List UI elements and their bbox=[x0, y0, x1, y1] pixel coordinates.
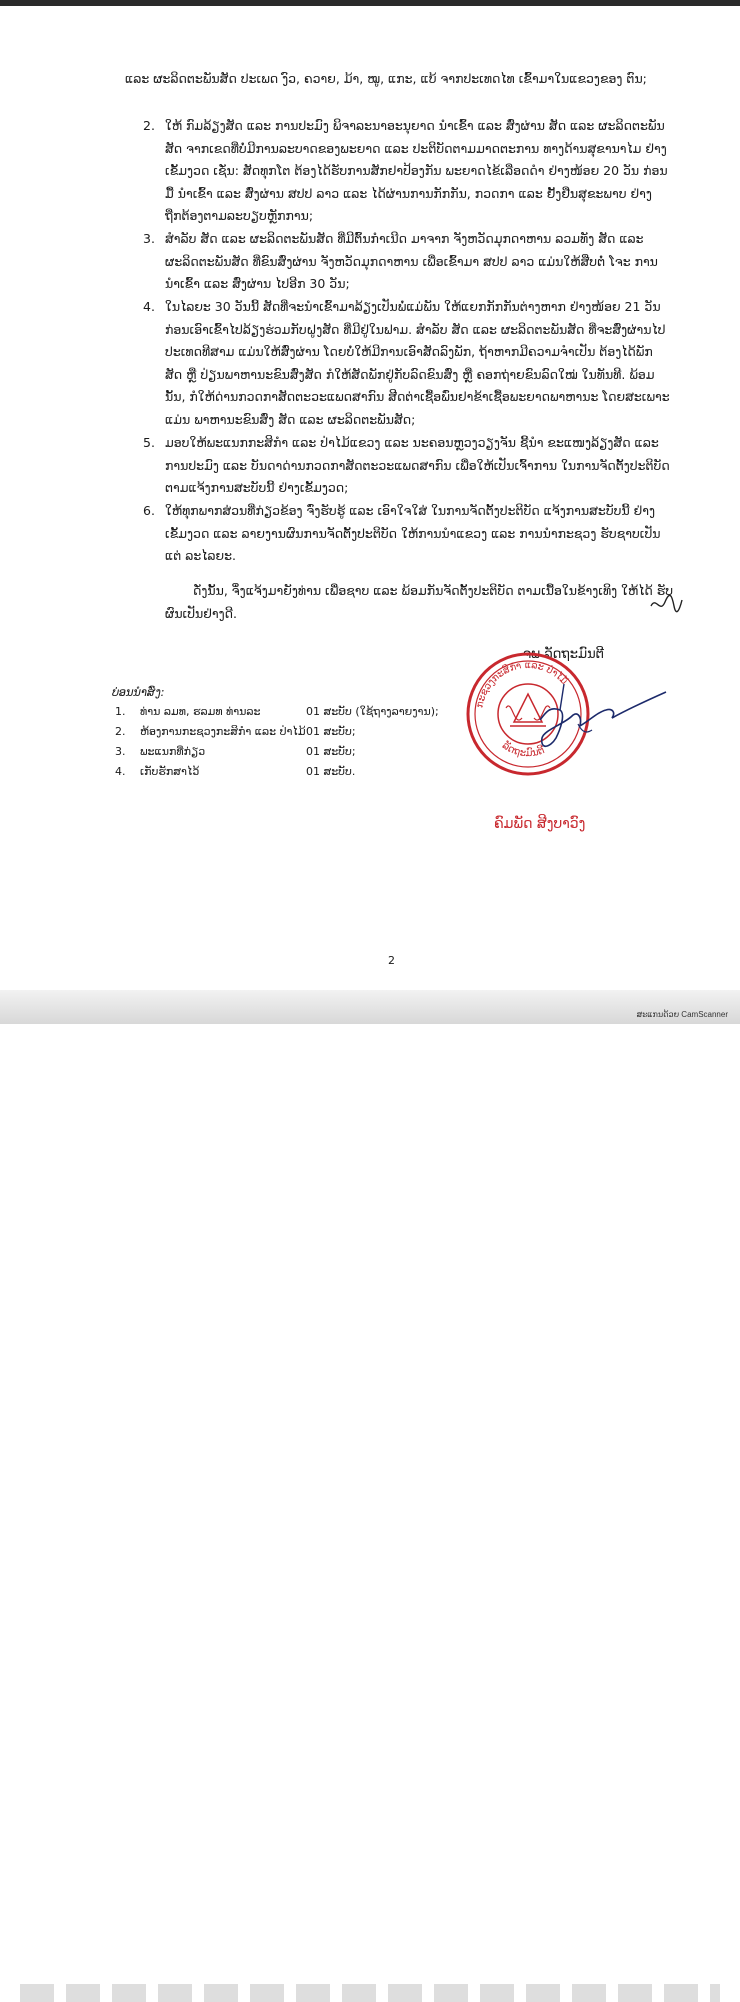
seal-text-bottom: ລັດຖະມົນຕີ bbox=[499, 740, 547, 760]
item-text-6: ໃຫ້ທຸກພາກສ່ວນທີ່ກ່ຽວຂ້ອງ ຈົ່ງຮັບຮູ້ ແລະ ເອົາໃຈໃສ່ ໃນການຈັດຕັ້ງປະຕິບັດ ແຈ້ງການສະບັບນີ້ ຢ່າງ ເຂັ້ມງວດ ແລະ ລາຍງານຜົນການຈັດຕັ້ງປະຕິບັດ ໃຫ້ການນຳແຂວງ ແລະ ການນຳກະຊວງ ຮັບຊາບເປັນແຕ່ ລະໄລຍະ. bbox=[165, 503, 661, 563]
scan-frame-bottom bbox=[0, 990, 740, 1024]
scan-ghost-text bbox=[20, 1984, 720, 2002]
item-number-2: 2. bbox=[143, 118, 155, 133]
signer-name: ຄົມພັດ ສີງບາວົງ bbox=[494, 816, 586, 832]
page-number: 2 bbox=[388, 954, 395, 967]
item-text-3: ສຳລັບ ສັດ ແລະ ຜະລິດຕະພັນສັດ ທີ່ມີຕົ້ນກຳເນີດ ມາຈາກ ຈັງຫວັດມຸກດາຫານ ລວມທັງ ສັດ ແລະ ຜະລິດຕະພັນສັດ ທີ່ຂົນສົ່ງຜ່ານ ຈັງຫວັດມຸກດາຫານ ເພື່ອເຂົ້າມາ ສປປ ລາວ ແມ່ນໃຫ້ສືບຕໍ່ ໂຈະ ການ ນຳເຂົ້າ ແລະ ສົ່ງຜ່ານ ໄປອີກ 30 ວັນ; bbox=[165, 231, 658, 291]
item-number-3: 3. bbox=[143, 231, 155, 246]
signatory-prefix: ຈພ bbox=[523, 647, 541, 662]
signatory-role: ລັດຖະມົນຕີ bbox=[544, 647, 605, 662]
scanner-watermark: ສະແກນດ້ວຍ CamScanner bbox=[636, 1010, 728, 1019]
closing-paragraph: ດັ່ງນັ້ນ, ຈຶ່ງແຈ້ງມາຍັງທ່ານ ເພື່ອຊາບ ແລະ ພ້ອມກັນຈັດຕັ້ງປະຕິບັດ ຕາມເນື້ອໃນຂ້າງເທິງ ໃຫ້ໄດ້ ຮັບຜົນເປັນຢ່າງດີ. bbox=[165, 583, 674, 621]
recipients-title: ບ່ອນນຳສົ່ງ: bbox=[112, 685, 165, 699]
initials-scribble bbox=[648, 592, 684, 616]
recipient-name: ເກັບຮັກສາໄວ້ bbox=[140, 765, 200, 778]
recipient-name: ທ່ານ ລມທ, ຮລມທ ທ່ານລະ bbox=[140, 705, 261, 718]
recipient-number: 2. bbox=[115, 725, 126, 738]
recipient-number: 1. bbox=[115, 705, 126, 718]
recipient-name: ຫ້ອງການກະຊວງກະສິກຳ ແລະ ປ່າໄມ້ bbox=[140, 725, 306, 738]
intro-paragraph: ແລະ ຜະລິດຕະພັນສັດ ປະເພດ ງົວ, ຄວາຍ, ມ້າ, ໝູ, ແກະ, ແບ້ ຈາກປະເທດໄທ ເຂົ້າມາໃນແຂວງຂອງ ຕົນ; bbox=[125, 71, 647, 86]
item-number-4: 4. bbox=[143, 299, 155, 314]
recipient-number: 4. bbox=[115, 765, 126, 778]
scan-frame-top bbox=[0, 0, 740, 6]
signature bbox=[520, 672, 670, 762]
recipient-name: ພະແນກທີ່ກ່ຽວ bbox=[140, 745, 206, 758]
recipient-qty: 01 ສະບັບ. bbox=[306, 765, 356, 778]
recipient-qty: 01 ສະບັບ; bbox=[306, 725, 356, 738]
recipient-number: 3. bbox=[115, 745, 126, 758]
item-number-5: 5. bbox=[143, 435, 155, 450]
item-text-5: ມອບໃຫ້ພະແນກກະສິກຳ ແລະ ປ່າໄມ້ແຂວງ ແລະ ນະຄອນຫຼວງວຽງຈັນ ຊີ້ນຳ ຂະແໜງລ້ຽງສັດ ແລະ ການປະມົງ ແລະ ບັນດາດ່ານກວດກາສັດຕະວະແພດສາກົນ ເພື່ອໃຫ້ເປັນເຈົ້າການ ໃນການຈັດຕັ້ງປະຕິບັດ ຕາມແຈ້ງການສະບັບນີ້ ຢ່າງເຂັ້ມງວດ; bbox=[165, 435, 670, 495]
item-text-4: ໃນໄລຍະ 30 ວັນນີ້ ສັດທີ່ຈະນຳເຂົ້າມາລ້ຽງເປັນພໍ່ແມ່ພັນ ໃຫ້ແຍກກັກກັນຕ່າງຫາກ ຢ່າງໜ້ອຍ 21 ວັນ ກ່ອນເອົາເຂົ້າໄປລ້ຽງຮ່ວມກັບຝູງສັດ ທີ່ມີຢູ່ໃນຟາມ. ສຳລັບ ສັດ ແລະ ຜະລິດຕະພັນສັດ ທີ່ຈະສົ່ງຜ່ານໄປ ປະເທດທີສາມ ແມ່ນໃຫ້ສົ່ງຜ່ານ ໂດຍບໍ່ໃຫ້ມີການເອົາສັດລົງພັກ, ຖ້າຫາກມີຄວາມຈຳເປັນ ຕ້ອງໄດ້ພັກ ສັດ ຫຼື ປ່ຽນພາຫານະຂົນສົ່ງສັດ ກໍໃຫ້ສັດພັກຢູ່ກັບລົດຂົນສົ່ງ ຫຼື ຄອກຖ່າຍຂົນລົດໃໝ່ ໃນທັນທີ. ພ້ອມ ນັ້ນ, ກໍໃຫ້ດ່ານກວດກາສັດຕະວະແພດສາກົນ ສີດຕ່າເຊື້ອພົ່ນຢາຂ້າເຊື້ອພະຍາດພາຫານະ ໂດຍສະເພາະແມ່ນ ພາຫານະຂົນສົ່ງ ສັດ ແລະ ຜະລິດຕະພັນສັດ; bbox=[165, 299, 670, 427]
recipient-qty: 01 ສະບັບ; bbox=[306, 745, 356, 758]
recipient-qty: 01 ສະບັບ (ໃຊ້ຖາງລາຍງານ); bbox=[306, 705, 439, 718]
item-number-6: 6. bbox=[143, 503, 155, 518]
seal-text-top: ກະຊວງກະສິກຳ ແລະ ປ່າໄມ້ bbox=[474, 659, 570, 709]
item-text-2: ໃຫ້ ກົມລ້ຽງສັດ ແລະ ການປະມົງ ພິຈາລະນາອະນຸຍາດ ນຳເຂົ້າ ແລະ ສົ່ງຜ່ານ ສັດ ແລະ ຜະລິດຕະພັນ ສັດ ຈາກເຂດທີ່ບໍ່ມີການລະບາດຂອງພະຍາດ ແລະ ປະຕິບັດຕາມມາດຕະການ ທາງດ້ານສຸຂານາໄມ ຢ່າງ ເຂັ້ມງວດ ເຊັ່ນ: ສັດທຸກໂຕ ຕ້ອງໄດ້ຮັບການສັກຢາປ້ອງກັນ ພະຍາດໄຂ້ເລືອດດຳ ຢ່າງໜ້ອຍ 20 ວັນ ກ່ອນມື້ ນຳເຂົ້າ ແລະ ສົ່ງຜ່ານ ສປປ ລາວ ແລະ ໄດ້ຜ່ານການກັກກັນ, ກວດກາ ແລະ ຢັ້ງຢືນສຸຂະພາບ ຢ່າງ ຖືກຕ້ອງຕາມລະບຽບຫຼັກການ; bbox=[165, 118, 668, 223]
